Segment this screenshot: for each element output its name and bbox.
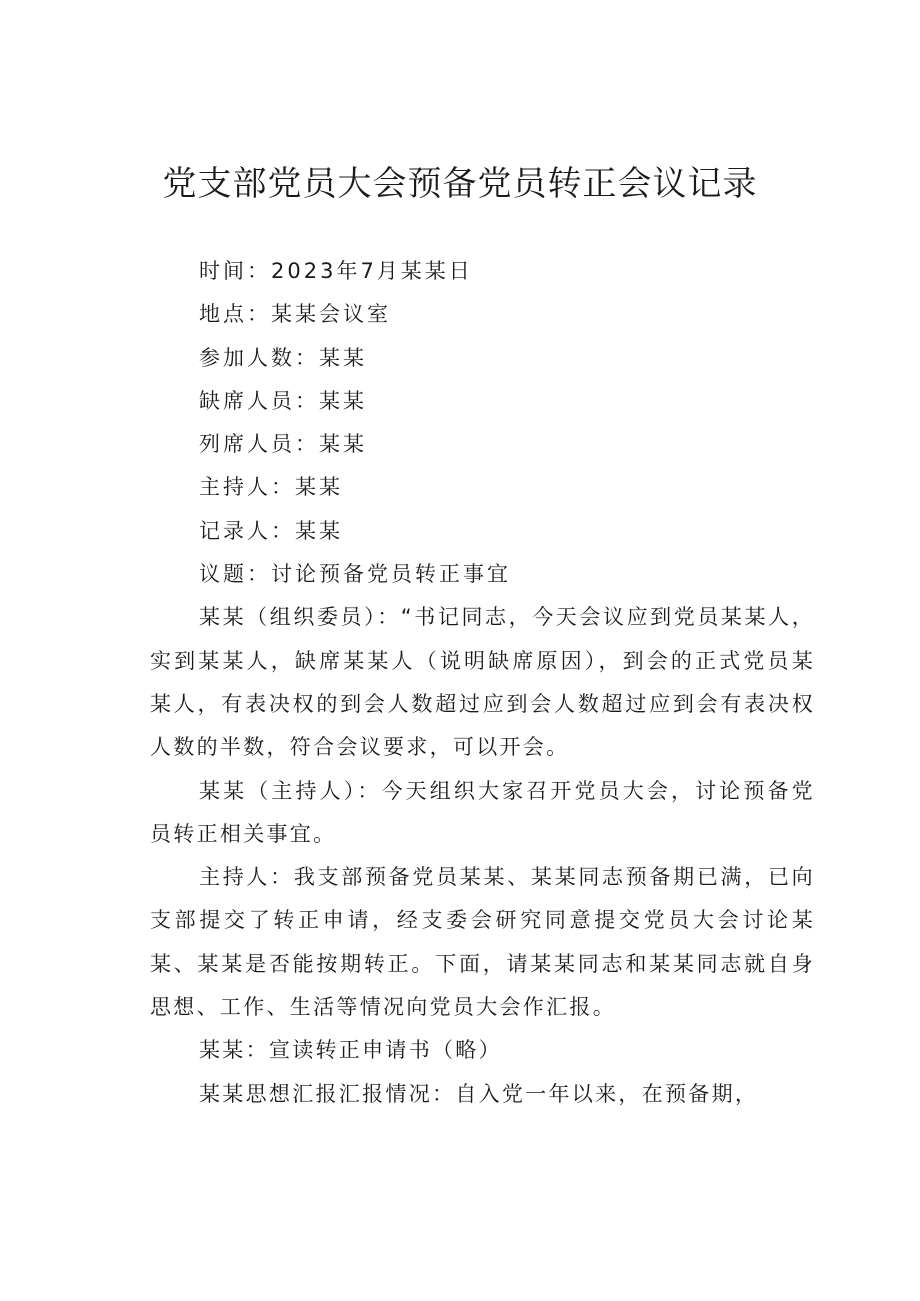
meeting-location: 地点：某某会议室: [199, 302, 391, 327]
paragraph-thought-report: 某某思想汇报汇报情况：自入党一年以来，在预备期，: [199, 1081, 759, 1106]
paragraph-opening: 某某（组织委员）：“书记同志，今天会议应到党员某某人，实到某某人，缺席某某人（说明缺席原因），到会的正式党员某某人，有表决权的到会人数超过应到会人数超过应到会有表决权人数的半数，符合会议要求，可以开会。: [150, 605, 815, 760]
attendee-count: 参加人数：某某: [199, 345, 367, 370]
recorder: 记录人：某某: [199, 518, 343, 543]
meeting-topic: 议题：讨论预备党员转正事宜: [199, 562, 511, 587]
document-title: 党支部党员大会预备党员转正会议记录: [162, 164, 758, 204]
document-body: [150, 250, 815, 1116]
paragraph-application-reading: 某某：宣读转正申请书（略）: [199, 1038, 502, 1063]
host: 主持人：某某: [199, 475, 343, 500]
paragraph-host-agenda: 主持人：我支部预备党员某某、某某同志预备期已满，已向支部提交了转正申请，经支委会研究同意提交党员大会讨论某某、某某是否能按期转正。下面，请某某同志和某某同志就自身思想、工作、生活等情况向党员大会作汇报。: [150, 865, 815, 1020]
observers: 列席人员：某某: [199, 432, 367, 457]
paragraph-host-intro: 某某（主持人）：今天组织大家召开党员大会，讨论预备党员转正相关事宜。: [150, 778, 815, 846]
meeting-time: 时间：2023年7月某某日: [199, 259, 473, 283]
absent-members: 缺席人员：某某: [199, 388, 367, 413]
